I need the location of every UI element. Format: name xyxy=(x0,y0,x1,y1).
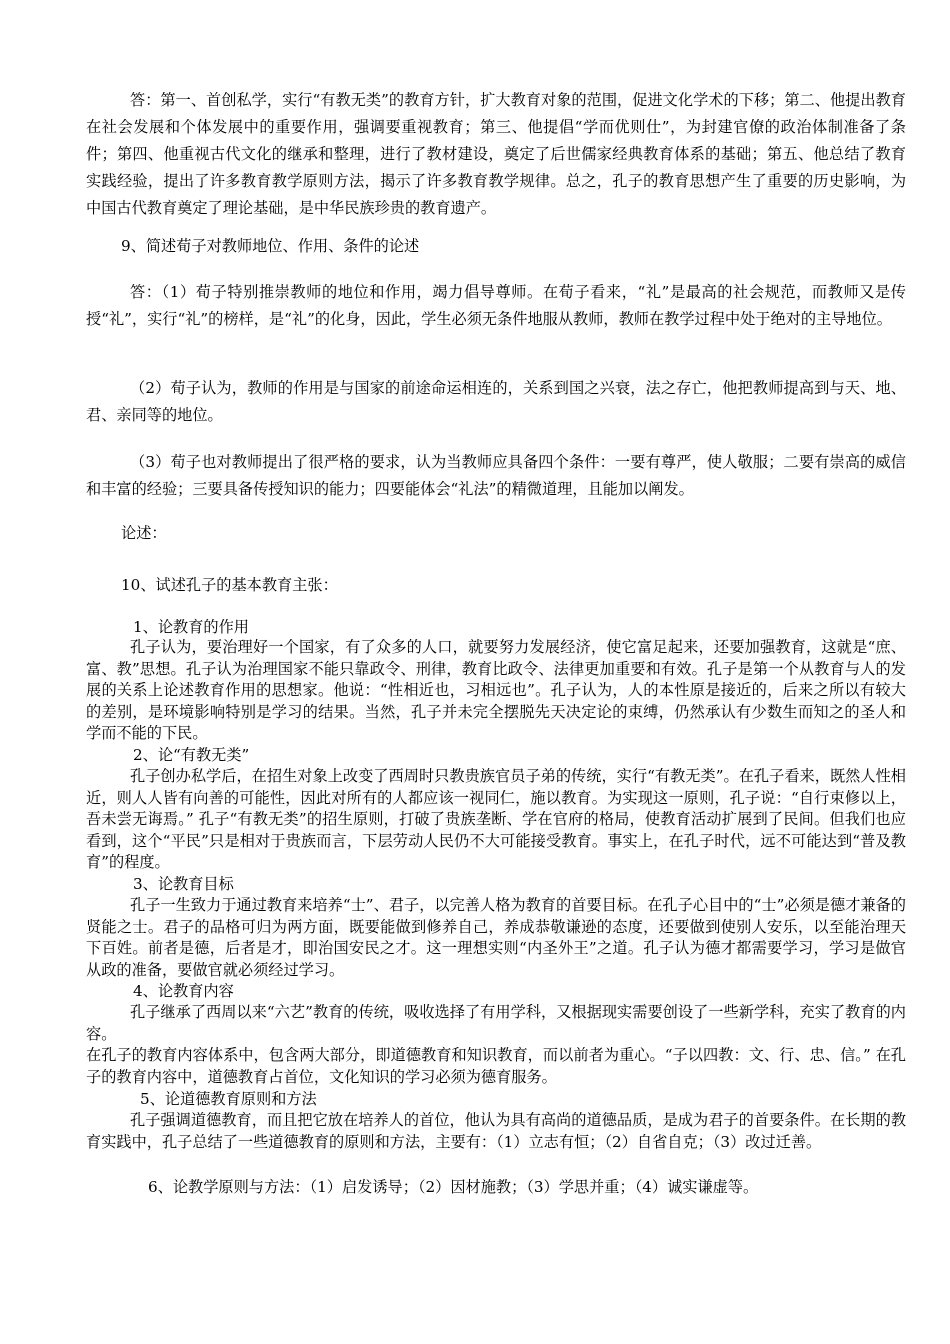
answer-9-point-2: （2）荀子认为，教师的作用是与国家的前途命运相连的，关系到国之兴衰，法之存亡，他把教师提高到与天、地、君、亲同等的地位。 xyxy=(86,379,906,424)
subheading-2: 2、论“有教无类” xyxy=(133,746,250,764)
answer-8-paragraph: 答：第一、首创私学，实行“有教无类”的教育方针，扩大教育对象的范围，促进文化学术的下移；第二、他提出教育在社会发展和个体发展中的重要作用，强调要重视教育；第三、他提倡“学而优则仕”，为封建官僚的政治体制准备了条件；第四、他重视古代文化的继承和整理，进行了教材建设，奠定了后世儒家经典教育体系的基础；第五、他总结了教育实践经验，提出了许多教育教学原则方法，揭示了许多教育教学规律。总之，孔子的教育思想产生了重要的历史影响，为中国古代教育奠定了理论基础，是中华民族珍贵的教育遗产。 xyxy=(86,91,906,217)
section-5-text: 孔子强调道德教育，而且把它放在培养人的首位，他认为具有高尚的道德品质，是成为君子的首要条件。在长期的教育实践中，孔子总结了一些道德教育的原则和方法，主要有：（1）立志有恒；（2）自省自克；（3）改过迁善。 xyxy=(86,1111,906,1151)
essay-section-heading: 论述： xyxy=(121,524,167,542)
section-1-text: 孔子认为，要治理好一个国家，有了众多的人口，就要努力发展经济，使它富足起来，还要加强教育，这就是“庶、富、教”思想。孔子认为治理国家不能只靠政令、刑律，教育比政令、法律更加重要和有效。孔子是第一个从教育与人的发展的关系上论述教育作用的思想家。他说：“性相近也，习相远也”。孔子认为，人的本性原是接近的，后来之所以有较大的差别，是环境影响特别是学习的结果。当然，孔子并未完全摆脱先天决定论的束缚，仍然承认有少数生而知之的圣人和学而不能的下民。 xyxy=(86,638,906,743)
subheading-1: 1、论教育的作用 xyxy=(133,618,249,636)
section-3-text: 孔子一生致力于通过教育来培养“士”、君子，以完善人格为教育的首要目标。在孔子心目中的“士”必须是德才兼备的贤能之士。君子的品格可归为两方面，既要能做到修养自己，养成恭敬谦逊的态度，还要做到使别人安乐，以至能治理天下百姓。前者是德，后者是才，即治国安民之才。这一理想实则“内圣外王”之道。孔子认为德才都需要学习，学习是做官从政的准备，要做官就必须经过学习。 xyxy=(86,896,906,979)
subheading-6: 6、论教学原则与方法：（1）启发诱导；（2）因材施教；（3）学思并重；（4）诚实谦虚等。 xyxy=(148,1178,759,1196)
answer-9-point-3: （3）荀子也对教师提出了很严格的要求，认为当教师应具备四个条件：一要有尊严，使人敬服；二要有崇高的威信和丰富的经验；三要具备传授知识的能力；四要能体会“礼法”的精微道理，且能加以阐发。 xyxy=(86,453,906,498)
section-2-text: 孔子创办私学后，在招生对象上改变了西周时只教贵族官员子弟的传统，实行“有教无类”。在孔子看来，既然人性相近，则人人皆有向善的可能性，因此对所有的人都应该一视同仁，施以教育。为实现这一原则，孔子说：“自行束修以上，吾未尝无诲焉。” 孔子“有教无类”的招生原则，打破了贵族垄断、学在官府的格局，使教育活动扩展到了民间。但我们也应看到，这个“平民”只是相对于贵族而言，下层劳动人民仍不大可能接受教育。事实上，在孔子时代，远不可能达到“普及教育”的程度。 xyxy=(86,767,906,872)
question-10-heading: 10、试述孔子的基本教育主张： xyxy=(121,576,338,594)
section-4-text: 孔子继承了西周以来“六艺”教育的传统，吸收选择了有用学科，又根据现实需要创设了一些新学科，充实了教育的内容。 xyxy=(86,1003,906,1043)
question-9-heading: 9、简述荀子对教师地位、作用、条件的论述 xyxy=(121,237,420,255)
answer-9-point-1: 答：（1）荀子特别推崇教师的地位和作用，竭力倡导尊师。在荀子看来，“礼”是最高的社会规范，而教师又是传授“礼”，实行“礼”的榜样，是“礼”的化身，因此，学生必须无条件地服从教师，教师在教学过程中处于绝对的主导地位。 xyxy=(86,283,906,328)
subheading-3: 3、论教育目标 xyxy=(133,875,234,893)
subheading-4: 4、论教育内容 xyxy=(133,982,234,1000)
section-4-text-continued: 在孔子的教育内容体系中，包含两大部分，即道德教育和知识教育，而以前者为重心。“子以四教：文、行、忠、信。” 在孔子的教育内容中，道德教育占首位，文化知识的学习必须为德育服务。 xyxy=(86,1046,906,1086)
subheading-5: 5、论道德教育原则和方法 xyxy=(140,1090,317,1108)
